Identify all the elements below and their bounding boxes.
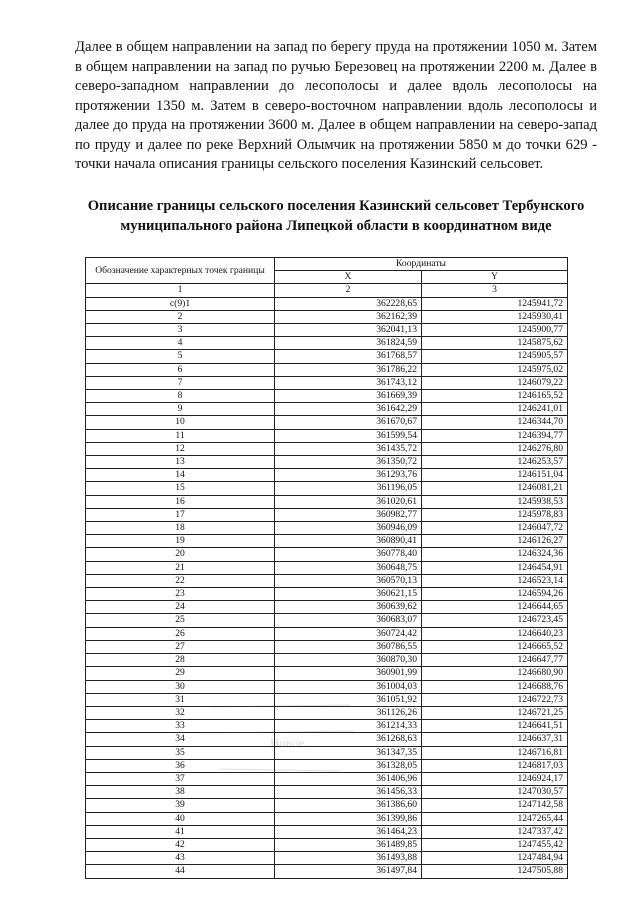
- x-coordinate-cell: 361293,76: [275, 469, 422, 482]
- table-row: [86, 363, 568, 376]
- point-number-cell: 21: [86, 561, 275, 574]
- table-row: [86, 733, 568, 746]
- table-row: [86, 812, 568, 825]
- point-number-cell: 13: [86, 456, 275, 469]
- table-row: [86, 429, 568, 442]
- x-coordinate-cell: 361497,84: [275, 865, 422, 878]
- point-number-cell: 20: [86, 548, 275, 561]
- x-coordinate-cell: 360901,99: [275, 667, 422, 680]
- point-number-cell: 37: [86, 772, 275, 785]
- table-row: [86, 390, 568, 403]
- y-coordinate-cell: 1245905,57: [422, 350, 568, 363]
- y-coordinate-cell: 1247265,44: [422, 812, 568, 825]
- y-coordinate-cell: 1246722,73: [422, 693, 568, 706]
- y-coordinate-cell: 1246253,57: [422, 456, 568, 469]
- table-row: [86, 337, 568, 350]
- x-coordinate-cell: 361406,96: [275, 772, 422, 785]
- section-heading-line-1: Описание границы сельского поселения Казинский сельсовет Тербунского: [87, 198, 585, 214]
- x-coordinate-cell: 361670,67: [275, 416, 422, 429]
- table-row: [86, 601, 568, 614]
- x-coordinate-cell: 361347,35: [275, 746, 422, 759]
- x-coordinate-cell: 360648,75: [275, 561, 422, 574]
- x-coordinate-cell: 361386,60: [275, 799, 422, 812]
- x-coordinate-cell: 361768,57: [275, 350, 422, 363]
- x-coordinate-cell: 360570,13: [275, 574, 422, 587]
- point-number-cell: 36: [86, 759, 275, 772]
- x-coordinate-cell: 360786,55: [275, 640, 422, 653]
- point-number-cell: 28: [86, 654, 275, 667]
- y-coordinate-cell: 1246454,91: [422, 561, 568, 574]
- table-column-number-row: [86, 284, 568, 297]
- table-row: [86, 720, 568, 733]
- point-number-cell: 15: [86, 482, 275, 495]
- table-row: [86, 350, 568, 363]
- y-coordinate-cell: 1245875,62: [422, 337, 568, 350]
- y-coordinate-cell: 1246079,22: [422, 376, 568, 389]
- table-row: [86, 469, 568, 482]
- y-coordinate-cell: 1246151,04: [422, 469, 568, 482]
- table-row: [86, 838, 568, 851]
- point-number-cell: 10: [86, 416, 275, 429]
- column-number-2: 2: [275, 284, 422, 297]
- x-coordinate-cell: 361214,33: [275, 720, 422, 733]
- y-coordinate-cell: 1246721,25: [422, 706, 568, 719]
- section-heading-line-2: муниципального района Липецкой области в координатном виде: [120, 218, 552, 234]
- y-coordinate-cell: 1246723,45: [422, 614, 568, 627]
- y-coordinate-cell: 1247030,57: [422, 786, 568, 799]
- table-row: [86, 535, 568, 548]
- y-coordinate-cell: 1246126,27: [422, 535, 568, 548]
- x-coordinate-cell: 361004,03: [275, 680, 422, 693]
- x-coordinate-cell: 361743,12: [275, 376, 422, 389]
- point-number-cell: 19: [86, 535, 275, 548]
- x-coordinate-cell: 361599,54: [275, 429, 422, 442]
- point-number-cell: 44: [86, 865, 275, 878]
- y-coordinate-cell: 1246394,77: [422, 429, 568, 442]
- x-coordinate-cell: 361399,86: [275, 812, 422, 825]
- x-coordinate-cell: 360724,42: [275, 627, 422, 640]
- header-coordinates: Координаты: [275, 258, 568, 271]
- x-coordinate-cell: 361669,39: [275, 390, 422, 403]
- x-coordinate-cell: 360778,40: [275, 548, 422, 561]
- y-coordinate-cell: 1245975,02: [422, 363, 568, 376]
- point-number-cell: 41: [86, 825, 275, 838]
- table-row: [86, 297, 568, 310]
- x-coordinate-cell: 361464,23: [275, 825, 422, 838]
- y-coordinate-cell: 1247505,88: [422, 865, 568, 878]
- y-coordinate-cell: 1246688,76: [422, 680, 568, 693]
- point-number-cell: 24: [86, 601, 275, 614]
- y-coordinate-cell: 1246647,77: [422, 654, 568, 667]
- point-number-cell: 5: [86, 350, 275, 363]
- column-number-1: 1: [86, 284, 275, 297]
- table-row: [86, 324, 568, 337]
- header-y: Y: [422, 271, 568, 284]
- table-row: [86, 456, 568, 469]
- column-number-3: 3: [422, 284, 568, 297]
- x-coordinate-cell: 361824,59: [275, 337, 422, 350]
- point-number-cell: 7: [86, 376, 275, 389]
- y-coordinate-cell: 1246924,17: [422, 772, 568, 785]
- x-coordinate-cell: 361328,05: [275, 759, 422, 772]
- table-row: [86, 852, 568, 865]
- x-coordinate-cell: 361020,61: [275, 495, 422, 508]
- y-coordinate-cell: 1246324,36: [422, 548, 568, 561]
- table-row: [86, 376, 568, 389]
- x-coordinate-cell: 360982,77: [275, 508, 422, 521]
- point-number-cell: 14: [86, 469, 275, 482]
- point-number-cell: 18: [86, 522, 275, 535]
- x-coordinate-cell: 361786,22: [275, 363, 422, 376]
- point-number-cell: 34: [86, 733, 275, 746]
- boundary-description-paragraph: Далее в общем направлении на запад по берегу пруда на протяжении 1050 м. Затем в общем направлении на запад по ручью Березовец на протяжении 2200 м. Далее в северо-западном направлении до лесополосы и далее вдоль лесополосы на протяжении 1350 м. Затем в северо-восточном направлении вдоль лесополосы и далее до пруда на протяжении 3600 м. Далее в общем направлении на северо-запад по пруду и далее по реке Верхний Олымчик на протяжении 5850 м до точки 629 - точки начала описания границы сельского поселения Казинский сельсовет.: [75, 39, 597, 172]
- y-coordinate-cell: 1246665,52: [422, 640, 568, 653]
- x-coordinate-cell: 361268,63: [275, 733, 422, 746]
- y-coordinate-cell: 1246081,21: [422, 482, 568, 495]
- section-heading: [60, 196, 612, 236]
- y-coordinate-cell: 1246644,65: [422, 601, 568, 614]
- x-coordinate-cell: 361456,33: [275, 786, 422, 799]
- y-coordinate-cell: 1246276,80: [422, 442, 568, 455]
- point-number-cell: 38: [86, 786, 275, 799]
- x-coordinate-cell: 360639,62: [275, 601, 422, 614]
- table-row: [86, 865, 568, 878]
- y-coordinate-cell: 1245941,72: [422, 297, 568, 310]
- y-coordinate-cell: 1245938,53: [422, 495, 568, 508]
- point-number-cell: 27: [86, 640, 275, 653]
- y-coordinate-cell: 1246165,52: [422, 390, 568, 403]
- header-point-designation: Обозначение характерных точек границы: [86, 258, 275, 284]
- x-coordinate-cell: 360946,09: [275, 522, 422, 535]
- x-coordinate-cell: 361489,85: [275, 838, 422, 851]
- y-coordinate-cell: 1246344,70: [422, 416, 568, 429]
- point-number-cell: 6: [86, 363, 275, 376]
- y-coordinate-cell: 1246680,90: [422, 667, 568, 680]
- stamp-text: Новое...: [270, 735, 315, 750]
- x-coordinate-cell: 362162,39: [275, 310, 422, 323]
- x-coordinate-cell: 361126,26: [275, 706, 422, 719]
- y-coordinate-cell: 1246817,03: [422, 759, 568, 772]
- y-coordinate-cell: 1246637,31: [422, 733, 568, 746]
- x-coordinate-cell: 361493,88: [275, 852, 422, 865]
- point-number-cell: 33: [86, 720, 275, 733]
- x-coordinate-cell: 361642,29: [275, 403, 422, 416]
- point-number-cell: 8: [86, 390, 275, 403]
- x-coordinate-cell: 360621,15: [275, 588, 422, 601]
- table-row: [86, 667, 568, 680]
- table-row: [86, 825, 568, 838]
- table-header-row: [86, 258, 568, 271]
- y-coordinate-cell: 1246594,26: [422, 588, 568, 601]
- point-number-cell: 25: [86, 614, 275, 627]
- point-number-cell: 35: [86, 746, 275, 759]
- table-row: [86, 482, 568, 495]
- table-row: [86, 654, 568, 667]
- coordinates-table-body: [86, 297, 568, 878]
- point-number-cell: 40: [86, 812, 275, 825]
- point-number-cell: 11: [86, 429, 275, 442]
- point-number-cell: 26: [86, 627, 275, 640]
- point-number-cell: 31: [86, 693, 275, 706]
- point-number-cell: 2: [86, 310, 275, 323]
- table-row: [86, 627, 568, 640]
- point-number-cell: 17: [86, 508, 275, 521]
- y-coordinate-cell: 1246716,81: [422, 746, 568, 759]
- y-coordinate-cell: 1245978,83: [422, 508, 568, 521]
- table-row: [86, 416, 568, 429]
- y-coordinate-cell: 1246640,23: [422, 627, 568, 640]
- y-coordinate-cell: 1246241,01: [422, 403, 568, 416]
- table-row: [86, 746, 568, 759]
- x-coordinate-cell: 360870,30: [275, 654, 422, 667]
- point-number-cell: 22: [86, 574, 275, 587]
- table-row: [86, 706, 568, 719]
- x-coordinate-cell: 361350,72: [275, 456, 422, 469]
- point-number-cell: 30: [86, 680, 275, 693]
- x-coordinate-cell: 360890,41: [275, 535, 422, 548]
- x-coordinate-cell: 360683,07: [275, 614, 422, 627]
- table-row: [86, 640, 568, 653]
- table-row: [86, 786, 568, 799]
- table-row: [86, 680, 568, 693]
- table-row: [86, 574, 568, 587]
- point-number-cell: 32: [86, 706, 275, 719]
- point-number-cell: 39: [86, 799, 275, 812]
- table-row: [86, 442, 568, 455]
- table-row: [86, 561, 568, 574]
- x-coordinate-cell: 361435,72: [275, 442, 422, 455]
- table-row: [86, 588, 568, 601]
- y-coordinate-cell: 1246641,51: [422, 720, 568, 733]
- x-coordinate-cell: 361196,05: [275, 482, 422, 495]
- point-number-cell: 42: [86, 838, 275, 851]
- y-coordinate-cell: 1245930,41: [422, 310, 568, 323]
- y-coordinate-cell: 1247455,42: [422, 838, 568, 851]
- point-number-cell: 4: [86, 337, 275, 350]
- x-coordinate-cell: 362041,13: [275, 324, 422, 337]
- y-coordinate-cell: 1246047,72: [422, 522, 568, 535]
- y-coordinate-cell: 1246523,14: [422, 574, 568, 587]
- point-number-cell: 9: [86, 403, 275, 416]
- point-number-cell: 3: [86, 324, 275, 337]
- table-row: [86, 522, 568, 535]
- table-row: [86, 614, 568, 627]
- y-coordinate-cell: 1245900,77: [422, 324, 568, 337]
- y-coordinate-cell: 1247484,94: [422, 852, 568, 865]
- point-number-cell: 16: [86, 495, 275, 508]
- y-coordinate-cell: 1247142,58: [422, 799, 568, 812]
- table-row: [86, 310, 568, 323]
- point-number-cell: 29: [86, 667, 275, 680]
- point-number-cell: 23: [86, 588, 275, 601]
- table-row: [86, 548, 568, 561]
- x-coordinate-cell: 362228,65: [275, 297, 422, 310]
- header-x: X: [275, 271, 422, 284]
- y-coordinate-cell: 1247337,42: [422, 825, 568, 838]
- coordinates-table: [85, 257, 568, 879]
- table-row: [86, 693, 568, 706]
- table-row: [86, 403, 568, 416]
- table-row: [86, 508, 568, 521]
- table-row: [86, 495, 568, 508]
- table-row: [86, 799, 568, 812]
- point-number-cell: 43: [86, 852, 275, 865]
- table-row: [86, 772, 568, 785]
- table-row: [86, 759, 568, 772]
- point-number-cell: с(9)1: [86, 297, 275, 310]
- point-number-cell: 12: [86, 442, 275, 455]
- x-coordinate-cell: 361051,92: [275, 693, 422, 706]
